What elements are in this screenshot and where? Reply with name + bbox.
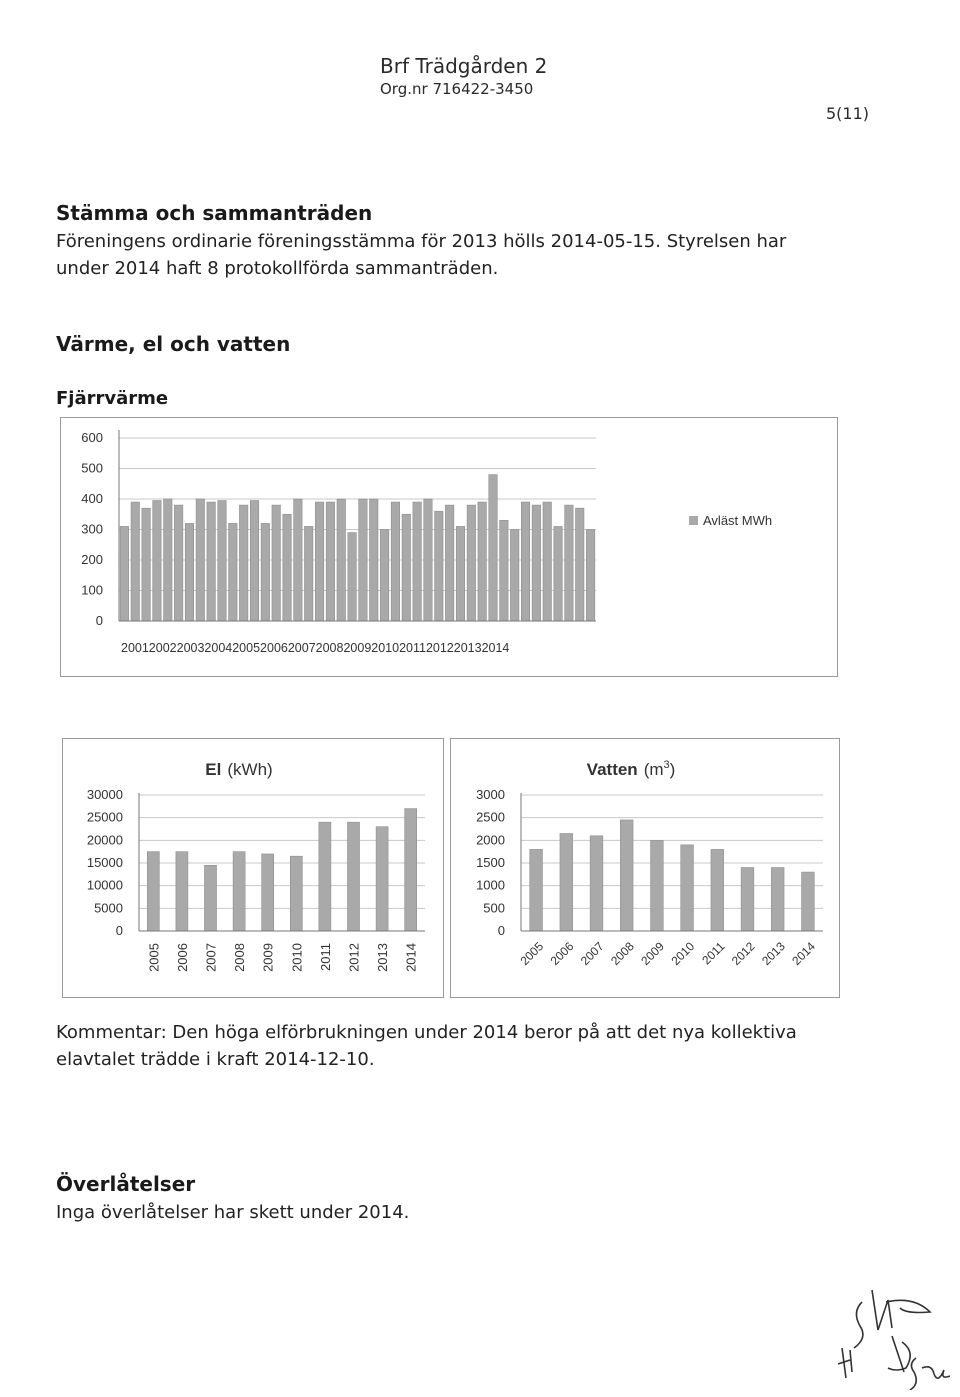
bar: [510, 530, 518, 622]
bar: [424, 499, 432, 621]
y-tick-label: 200: [81, 552, 103, 567]
legend-swatch: [689, 516, 698, 525]
bar: [370, 499, 378, 621]
bar: [147, 852, 159, 931]
electricity-chart-svg: [63, 739, 443, 997]
signature-drawing: [830, 1280, 950, 1390]
y-tick-label: 600: [81, 430, 103, 445]
bar: [413, 502, 421, 621]
x-tick-label: 2008: [608, 939, 637, 969]
bar: [315, 502, 323, 621]
bar: [391, 502, 399, 621]
bar: [565, 505, 573, 621]
bar: [532, 505, 540, 621]
bar: [590, 836, 603, 931]
electricity-chart-title: [205, 760, 272, 779]
bar: [196, 499, 204, 621]
y-tick-label: 500: [483, 900, 505, 916]
bar: [478, 502, 486, 621]
x-tick-label: 2009: [638, 939, 668, 969]
meetings-text-line-2: under 2014 haft 8 protokollförda sammanträden.: [56, 258, 499, 279]
bar: [207, 502, 215, 621]
x-tick-label: 2007: [203, 943, 219, 972]
x-tick-label: 2005: [146, 943, 162, 972]
bar: [283, 514, 291, 621]
bar: [651, 840, 664, 931]
organization-number: Org.nr 716422-3450: [380, 80, 534, 98]
water-title-text: Vatten: [586, 760, 638, 779]
page-number: 5(11): [826, 104, 870, 123]
x-tick-labels: 20012002200320042005200620072008200920102011201220132014: [121, 641, 510, 655]
bar: [262, 854, 274, 931]
bar: [530, 849, 543, 931]
bar: [359, 499, 367, 621]
bar: [521, 502, 529, 621]
y-tick-label: 25000: [86, 809, 123, 825]
water-chart-title: [587, 759, 676, 779]
bar: [319, 822, 331, 931]
bar: [229, 523, 237, 621]
bar: [620, 820, 633, 931]
bar: [376, 827, 388, 931]
x-tick-label: 2006: [547, 939, 577, 969]
bar: [554, 526, 562, 621]
bar: [131, 502, 139, 621]
bar: [348, 533, 356, 621]
organization-name: Brf Trädgården 2: [380, 54, 548, 78]
electricity-title-text: El: [205, 760, 222, 779]
bar: [294, 499, 302, 621]
x-tick-label: 2011: [699, 939, 728, 968]
bar: [445, 505, 453, 621]
y-tick-label: 1500: [476, 855, 505, 870]
bar: [586, 530, 594, 622]
bar: [576, 508, 584, 621]
y-tick-label: 300: [81, 521, 103, 537]
bar: [711, 849, 724, 931]
y-tick-label: 3000: [476, 787, 505, 802]
bar: [560, 834, 573, 931]
handwritten-signature: [830, 1280, 950, 1394]
bar: [489, 475, 497, 621]
comment-line-1: Kommentar: Den höga elförbrukningen under 2014 beror på att det nya kollektiva: [56, 1022, 797, 1043]
y-tick-label: 5000: [94, 900, 123, 916]
water-chart: [450, 738, 840, 998]
y-tick-label: 10000: [86, 877, 123, 893]
bar: [233, 852, 245, 931]
y-tick-label: 0: [95, 613, 103, 628]
bar: [142, 508, 150, 621]
y-tick-label: 0: [115, 923, 123, 938]
bar: [174, 505, 182, 621]
x-tick-label: 2007: [577, 939, 607, 969]
district-heating-chart: [60, 417, 838, 677]
bar: [456, 526, 464, 621]
x-tick-label: 2013: [759, 939, 788, 969]
x-tick-label: 2011: [317, 943, 333, 971]
bar: [304, 526, 312, 621]
x-tick-label: 2005: [517, 939, 547, 969]
bar: [164, 499, 172, 621]
bar: [290, 856, 302, 931]
bar: [120, 526, 128, 621]
bar: [250, 501, 258, 621]
meetings-text-line-1: Föreningens ordinarie föreningsstämma för 2013 hölls 2014-05-15. Styrelsen har: [56, 231, 787, 252]
legend-label: Avläst MWh: [703, 513, 773, 528]
water-chart-svg: [451, 739, 839, 997]
district-heating-chart-svg: [61, 418, 837, 676]
bar: [467, 505, 475, 621]
x-tick-label: 2009: [260, 943, 276, 972]
bar: [380, 530, 388, 622]
x-tick-label: 2012: [346, 943, 362, 972]
y-tick-label: 2000: [476, 832, 505, 848]
x-tick-label: 2013: [375, 943, 391, 972]
electricity-chart: [62, 738, 444, 998]
y-tick-label: 400: [81, 491, 103, 506]
utilities-heading: Värme, el och vatten: [56, 332, 291, 356]
x-tick-label: 2010: [668, 939, 698, 969]
bar: [543, 502, 551, 621]
x-tick-label: 2012: [728, 939, 758, 969]
y-tick-label: 500: [81, 460, 103, 476]
water-unit-suffix: ): [669, 760, 676, 779]
bar: [681, 845, 694, 931]
y-tick-label: 15000: [86, 855, 123, 870]
y-tick-label: 0: [497, 923, 505, 938]
y-tick-label: 2500: [476, 809, 505, 825]
x-tick-label: 2006: [174, 943, 190, 972]
bar: [741, 868, 754, 931]
transfers-text: Inga överlåtelser har skett under 2014.: [56, 1202, 410, 1223]
x-tick-label: 2010: [289, 943, 305, 972]
bar: [435, 511, 443, 621]
meetings-heading: Stämma och sammanträden: [56, 201, 373, 225]
bar: [261, 523, 269, 621]
y-tick-label: 30000: [86, 787, 123, 802]
bar: [337, 499, 345, 621]
comment-line-2: elavtalet trädde i kraft 2014-12-10.: [56, 1049, 375, 1070]
transfers-heading: Överlåtelser: [56, 1172, 196, 1196]
bar: [802, 872, 815, 931]
bar: [185, 523, 193, 621]
bar: [771, 868, 784, 931]
bar: [204, 865, 216, 931]
y-tick-label: 100: [81, 582, 103, 598]
electricity-unit-text: (kWh): [227, 760, 273, 779]
bar: [326, 502, 334, 621]
water-unit-superscript: 3: [663, 759, 670, 771]
x-tick-label: 2014: [789, 939, 819, 969]
bar: [176, 852, 188, 931]
y-tick-label: 1000: [476, 877, 505, 893]
bar: [402, 514, 410, 621]
bar: [347, 822, 359, 931]
x-tick-label: 2014: [403, 943, 419, 972]
bar: [272, 505, 280, 621]
bar: [218, 501, 226, 621]
bar: [405, 809, 417, 931]
bar: [153, 501, 161, 621]
district-heating-heading: Fjärrvärme: [56, 388, 169, 409]
y-tick-label: 20000: [86, 832, 123, 848]
x-tick-label: 2008: [232, 943, 248, 972]
water-unit-prefix: (m: [643, 760, 664, 779]
bar: [239, 505, 247, 621]
bar: [500, 520, 508, 621]
